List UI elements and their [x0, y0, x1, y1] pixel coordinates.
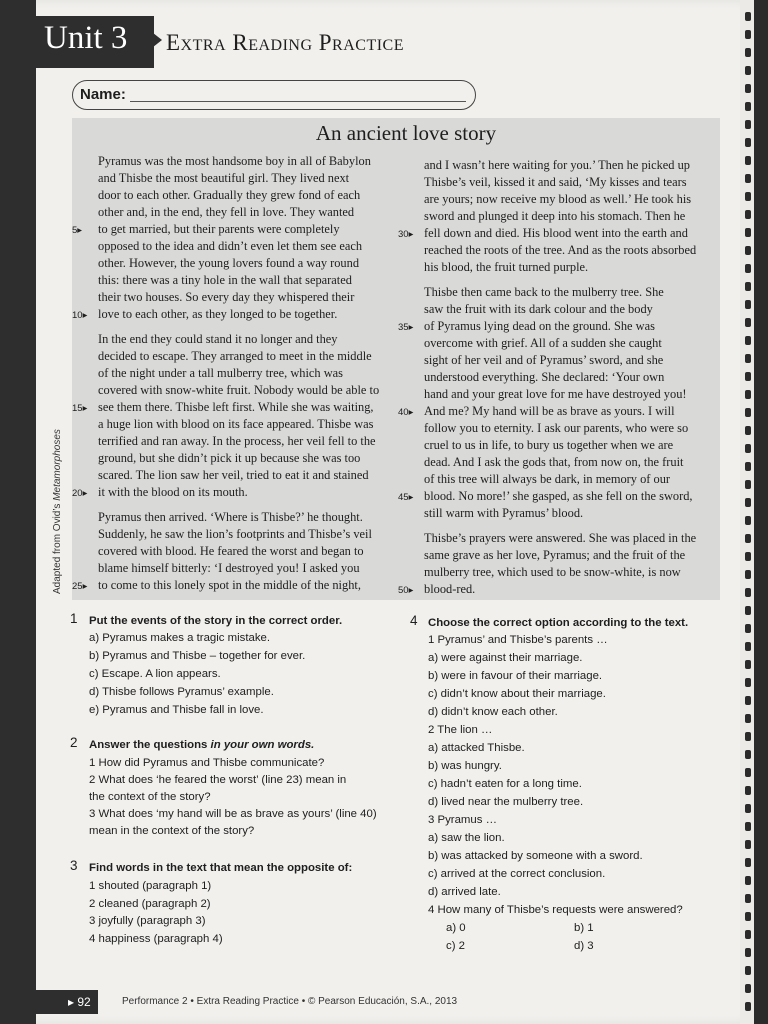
exercise-item: e) Pyramus and Thisbe fall in love. [89, 704, 264, 716]
spiral-hole [745, 570, 751, 579]
source-credit: Adapted from Ovid’s Metamorphoses [52, 429, 63, 594]
story-line: follow you to eternity. I ask our parents, who were so [424, 421, 689, 435]
answer-option: b) 1 [574, 922, 594, 934]
spiral-hole [745, 390, 751, 399]
spiral-hole [745, 156, 751, 165]
story-line: still warm with Pyramus’ blood. [424, 506, 584, 520]
spiral-hole [745, 894, 751, 903]
spiral-hole [745, 966, 751, 975]
spiral-hole [745, 300, 751, 309]
name-field-box [72, 80, 476, 110]
spiral-hole [745, 552, 751, 561]
story-line: other and, in the end, they fell in love. They wanted [98, 205, 355, 219]
line-number: 5▸ [72, 225, 83, 236]
story-line: it with the blood on its mouth. 20▸ [98, 484, 398, 501]
spiral-hole [745, 372, 751, 381]
exercise-item: c) Escape. A lion appears. [89, 668, 221, 680]
story-line: fell down and died. His blood went into the earth and 30▸ [424, 225, 720, 242]
spiral-hole [745, 840, 751, 849]
exercise-item: 2 The lion … [428, 724, 493, 736]
story-line: blame himself bitterly: ‘I destroyed you! I asked you [98, 561, 360, 575]
exercise-item: d) lived near the mulberry tree. [428, 796, 584, 808]
story-line: opposed to the idea and didn’t even let them see each [98, 239, 363, 253]
spiral-hole [745, 12, 751, 21]
exercise-item: b) was hungry. [428, 760, 502, 772]
exercise-item: 3 Pyramus … [428, 814, 497, 826]
section-title: Extra Reading Practice [166, 30, 405, 55]
spiral-hole [745, 732, 751, 741]
story-title: An ancient love story [315, 121, 497, 145]
story-line: to come to this lonely spot in the middle of the night, 25▸ [98, 577, 398, 594]
story-line: scared. The lion saw her veil, tried to eat it and stained [98, 468, 369, 482]
spiral-hole [745, 66, 751, 75]
spiral-hole [745, 138, 751, 147]
spiral-hole [745, 264, 751, 273]
line-number: 35▸ [398, 322, 414, 333]
exercise-item: mean in the context of the story? [89, 825, 255, 837]
exercise-item: c) arrived at the correct conclusion. [428, 868, 606, 880]
exercise-item: 4 How many of Thisbe’s requests were answered? [428, 904, 683, 916]
story-line: ground, but she didn’t pick it up because she was too [98, 451, 361, 465]
story-right-column [398, 157, 720, 606]
left-margin-bar [0, 0, 36, 1024]
exercise-item: c) didn’t know about their marriage. [428, 688, 606, 700]
story-line: And me? My hand will be as brave as yours. I will 40▸ [424, 403, 720, 420]
exercise-item: the context of the story? [89, 791, 211, 803]
story-line: hand and your great love for me have destroyed you! [424, 387, 687, 401]
spiral-hole [745, 174, 751, 183]
story-left-column [72, 153, 398, 602]
spiral-hole [745, 822, 751, 831]
spiral-hole [745, 588, 751, 597]
spiral-hole [745, 192, 751, 201]
exercise-item: d) didn’t know each other. [428, 706, 558, 718]
spiral-binding [740, 0, 754, 1024]
story-line: sword and plunged it deep into his stomach. Then he [424, 209, 686, 223]
spiral-hole [745, 426, 751, 435]
story-line: to get married, but their parents were completely 5▸ [98, 221, 398, 238]
spiral-hole [745, 246, 751, 255]
exercise-item: 1 How did Pyramus and Thisbe communicate? [89, 757, 325, 769]
story-line: dead. And I ask the gods that, from now on, the fruit [424, 455, 684, 469]
spiral-hole [745, 876, 751, 885]
story-line: mulberry tree, which used to be snow-white, is now [424, 565, 681, 579]
line-number: 40▸ [398, 407, 414, 418]
line-number: 50▸ [398, 585, 414, 596]
exercise-item: a) saw the lion. [428, 832, 505, 844]
exercise-item: 1 shouted (paragraph 1) [89, 880, 212, 892]
story-line: of the night under a tall mulberry tree, which was [98, 366, 343, 380]
story-line: Pyramus then arrived. ‘Where is Thisbe?’ he thought. [98, 510, 363, 524]
page-number: ▸ 92 [68, 995, 91, 1009]
arrow-icon [148, 29, 162, 51]
line-number: 25▸ [72, 581, 88, 592]
spiral-hole [745, 498, 751, 507]
line-number: 45▸ [398, 492, 414, 503]
story-line: this: there was a tiny hole in the wall that separated [98, 273, 352, 287]
spiral-hole [745, 84, 751, 93]
exercise-item: 1 Pyramus’ and Thisbe’s parents … [428, 634, 608, 646]
answer-option: d) 3 [574, 940, 594, 952]
spiral-hole [745, 480, 751, 489]
exercise-3-title: Find words in the text that mean the opposite of: [89, 862, 353, 874]
spiral-hole [745, 228, 751, 237]
spiral-hole [745, 48, 751, 57]
spiral-hole [745, 408, 751, 417]
story-line: of Pyramus lying dead on the ground. She was 35▸ [424, 318, 720, 335]
story-line: a huge lion with blood on its face appeared. Thisbe was [98, 417, 374, 431]
story-line: are yours; now receive my blood as well.’ He took his [424, 192, 692, 206]
exercise-item: 2 cleaned (paragraph 2) [89, 897, 211, 910]
exercise-item: b) Pyramus and Thisbe – together for ever. [89, 650, 306, 662]
exercise-2-number: 2 [70, 735, 78, 750]
spiral-hole [745, 354, 751, 363]
story-line: see them there. Thisbe left first. While she was waiting, 15▸ [98, 399, 398, 416]
exercise-item: 2 What does ‘he feared the worst’ (line 23) mean in [89, 774, 347, 786]
exercise-1-title: Put the events of the story in the correct order. [89, 615, 343, 627]
story-line: Thisbe then came back to the mulberry tree. She [424, 285, 664, 299]
name-field[interactable] [130, 101, 466, 102]
spiral-hole [745, 714, 751, 723]
spiral-hole [745, 678, 751, 687]
story-line: and I wasn’t here waiting for you.’ Then he picked up [424, 158, 690, 172]
story-line: love to each other, as they longed to be together. 10▸ [98, 306, 398, 323]
exercise-3-number: 3 [70, 858, 78, 873]
spiral-hole [745, 696, 751, 705]
line-number: 15▸ [72, 403, 88, 414]
name-label: Name: [80, 86, 126, 103]
spiral-hole [745, 462, 751, 471]
story-line: terrified and ran away. In the process, her veil fell to the [98, 434, 376, 448]
story-line: Thisbe’s prayers were answered. She was placed in the [424, 531, 697, 545]
line-number: 30▸ [398, 229, 414, 240]
story-line: In the end they could stand it no longer and they [98, 332, 338, 346]
spiral-hole [745, 660, 751, 669]
spiral-hole [745, 624, 751, 633]
story-line: blood. No more!’ she gasped, as she fell on the sword, 45▸ [424, 488, 720, 505]
exercise-item: d) Thisbe follows Pyramus’ example. [89, 686, 274, 698]
spiral-hole [745, 606, 751, 615]
exercise-item: a) were against their marriage. [428, 652, 583, 664]
exercise-4-title: Choose the correct option according to the text. [428, 617, 689, 629]
story-line: blood-red. 50▸ [424, 581, 720, 598]
exercise-item: 4 happiness (paragraph 4) [89, 932, 223, 945]
exercise-item: c) hadn’t eaten for a long time. [428, 778, 582, 790]
exercise-item: 3 joyfully (paragraph 3) [89, 915, 206, 927]
exercise-item: a) Pyramus makes a tragic mistake. [89, 632, 271, 644]
story-line: their two houses. So every day they whispered their [98, 290, 355, 304]
answer-option: a) 0 [446, 922, 466, 934]
spiral-hole [745, 804, 751, 813]
exercise-item: b) were in favour of their marriage. [428, 670, 603, 682]
exercise-4-number: 4 [410, 613, 418, 628]
story-line: Suddenly, he saw the lion’s footprints and Thisbe’s veil [98, 527, 372, 541]
story-line: and Thisbe the most beautiful girl. They lived next [98, 171, 350, 185]
spiral-hole [745, 282, 751, 291]
exercise-item: d) arrived late. [428, 886, 501, 898]
story-line: saw the fruit with its dark colour and the body [424, 302, 653, 316]
exercise-item: a) attacked Thisbe. [428, 742, 525, 754]
spiral-hole [745, 210, 751, 219]
line-number: 10▸ [72, 310, 88, 321]
spiral-hole [745, 912, 751, 921]
story-line: cruel to us in life, to bury us together when we are [424, 438, 674, 452]
spiral-hole [745, 642, 751, 651]
story-line: Thisbe’s veil, kissed it and said, ‘My kisses and tears [424, 175, 687, 189]
story-line: overcome with grief. All of a sudden she caught [424, 336, 662, 350]
spiral-hole [745, 930, 751, 939]
spiral-hole [745, 336, 751, 345]
footer-text: Performance 2 • Extra Reading Practice • © Pearson Educación, S.A., 2013 [122, 996, 458, 1007]
story-line: understood everything. She declared: ‘Your own [424, 370, 665, 384]
story-line: his blood, the fruit turned purple. [424, 260, 589, 274]
story-line: decided to escape. They arranged to meet in the middle [98, 349, 372, 363]
spiral-hole [745, 102, 751, 111]
exercise-item: 3 What does ‘my hand will be as brave as yours’ (line 40) [89, 808, 377, 820]
story-line: of this tree will always be dark, in memory of our [424, 472, 671, 486]
spiral-hole [745, 858, 751, 867]
spiral-hole [745, 948, 751, 957]
spiral-hole [745, 750, 751, 759]
story-line: same grave as her love, Pyramus; and the fruit of the [424, 548, 686, 562]
spiral-hole [745, 534, 751, 543]
line-number: 20▸ [72, 488, 88, 499]
spiral-hole [745, 768, 751, 777]
exercise-1-number: 1 [70, 611, 78, 626]
spiral-hole [745, 318, 751, 327]
spiral-hole [745, 120, 751, 129]
spiral-hole [745, 786, 751, 795]
spiral-hole [745, 516, 751, 525]
exercise-2-title: Answer the questions in your own words. [89, 739, 315, 751]
spiral-hole [745, 444, 751, 453]
answer-option: c) 2 [446, 940, 465, 952]
story-line: sight of her veil and of Pyramus’ sword, and she [424, 353, 664, 367]
story-line: covered with snow-white fruit. Nobody would be able to [98, 383, 380, 397]
unit-title: Unit 3 [44, 20, 128, 56]
spiral-hole [745, 1002, 751, 1011]
spiral-hole [745, 30, 751, 39]
spiral-hole [745, 984, 751, 993]
story-line: Pyramus was the most handsome boy in all of Babylon [98, 154, 371, 168]
story-line: covered with blood. He feared the worst and began to [98, 544, 364, 558]
story-line: door to each other. Gradually they grew fond of each [98, 188, 361, 202]
exercise-item: b) was attacked by someone with a sword. [428, 850, 643, 862]
story-line: reached the roots of the tree. And as the roots absorbed [424, 243, 697, 257]
story-line: other. However, the young lovers found a way round [98, 256, 360, 270]
